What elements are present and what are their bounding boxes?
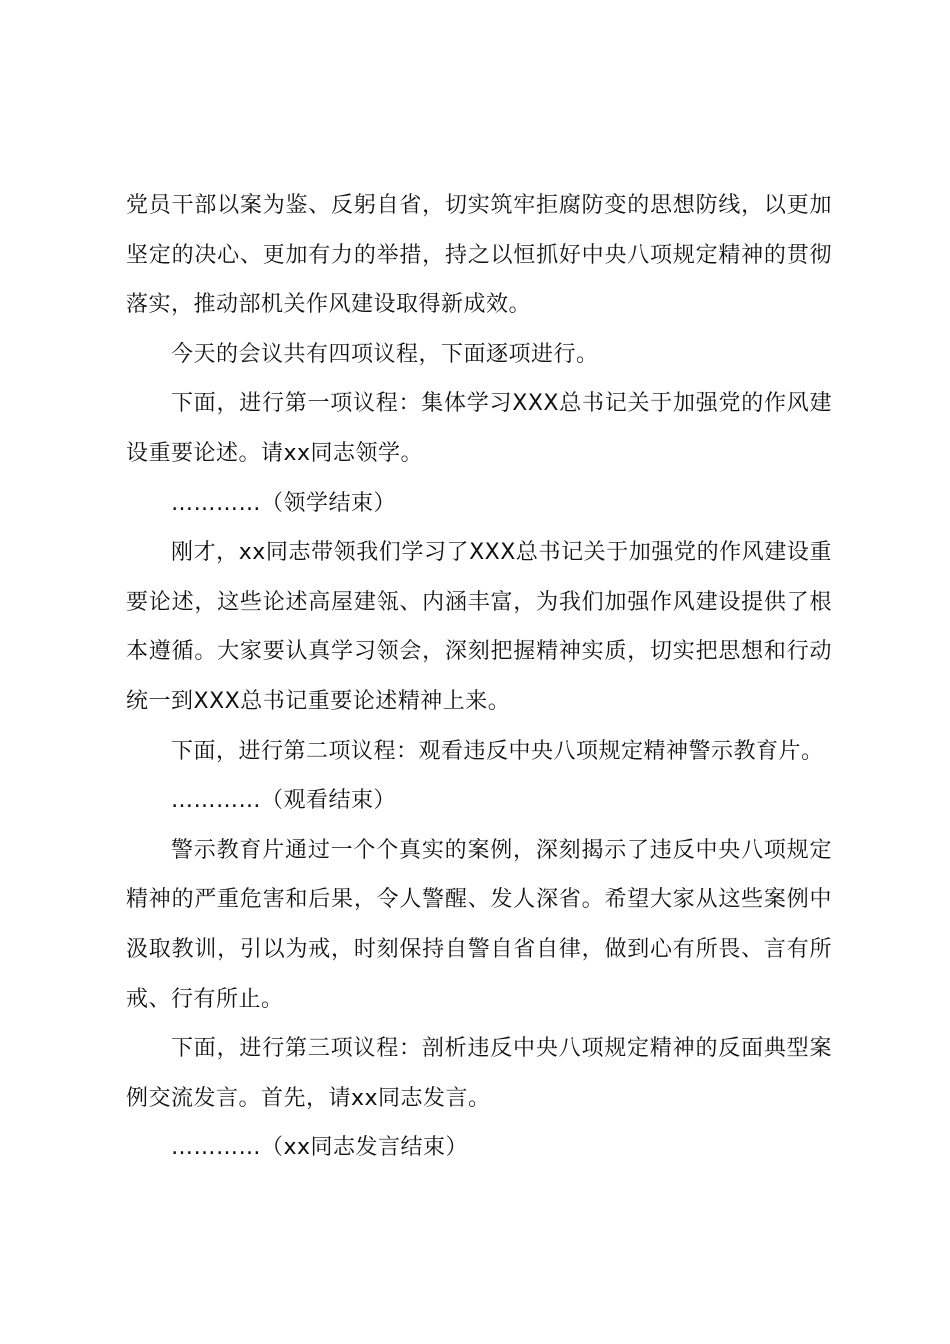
paragraph-item-1-end: …………（领学结束） xyxy=(171,490,397,516)
paragraph-agenda-item-1: 下面，进行第一项议程：集体学习XXX总书记关于加强党的作风建设重要论述。请xx同志领学。 xyxy=(126,391,832,466)
paragraph-item-3-end: …………（xx同志发言结束） xyxy=(171,1135,469,1161)
paragraph-item-2-summary: 警示教育片通过一个个真实的案例，深刻揭示了违反中央八项规定精神的严重危害和后果，令人警醒、发人深省。希望大家从这些案例中汲取教训，引以为戒，时刻保持自警自省自律，做到心有所畏、言有所戒、行有所止。 xyxy=(126,837,832,1012)
paragraph-agenda-item-3: 下面，进行第三项议程：剖析违反中央八项规定精神的反面典型案例交流发言。首先，请xx同志发言。 xyxy=(126,1036,832,1111)
paragraph-item-2-end: …………（观看结束） xyxy=(171,788,397,814)
paragraph-item-1-summary: 刚才，xx同志带领我们学习了XXX总书记关于加强党的作风建设重要论述，这些论述高屋建瓴、内涵丰富，为我们加强作风建设提供了根本遵循。大家要认真学习领会，深刻把握精神实质，切实把思想和行动统一到XXX总书记重要论述精神上来。 xyxy=(126,540,832,714)
document-body xyxy=(126,181,832,1173)
paragraph-continuation: 党员干部以案为鉴、反躬自省，切实筑牢拒腐防变的思想防线，以更加坚定的决心、更加有力的举措，持之以恒抓好中央八项规定精神的贯彻落实，推动部机关作风建设取得新成效。 xyxy=(126,193,832,318)
paragraph-agenda-intro: 今天的会议共有四项议程，下面逐项进行。 xyxy=(171,341,599,367)
paragraph-agenda-item-2: 下面，进行第二项议程：观看违反中央八项规定精神警示教育片。 xyxy=(171,738,824,764)
